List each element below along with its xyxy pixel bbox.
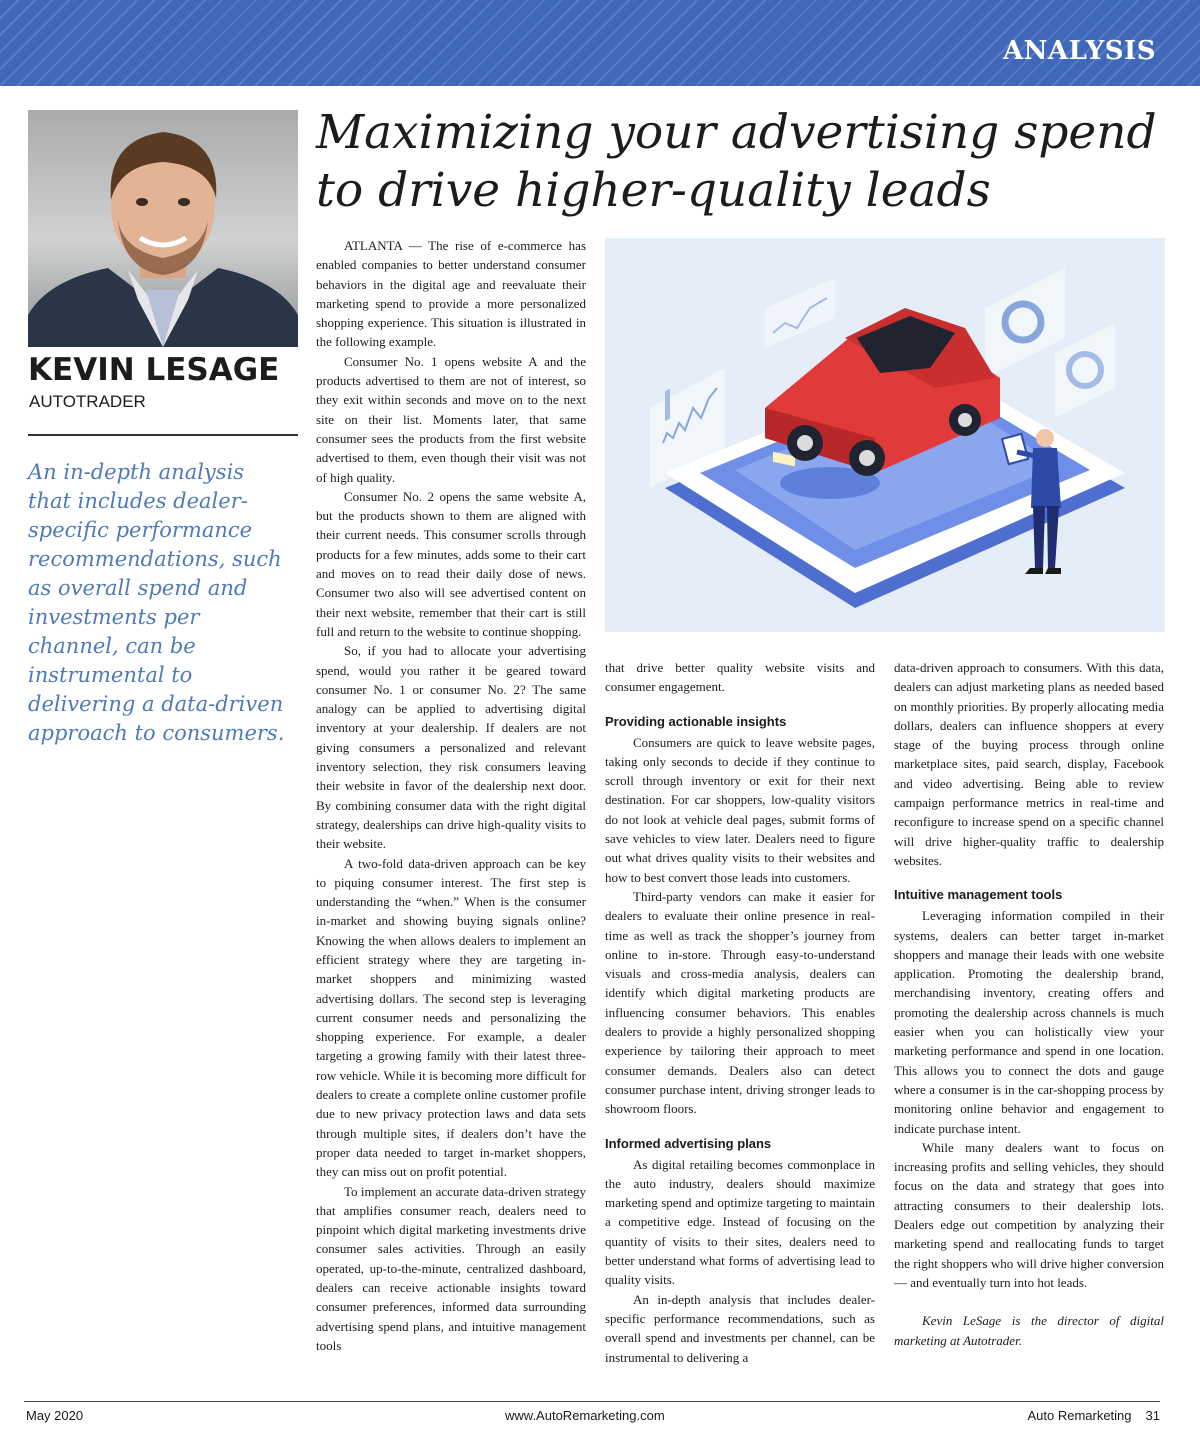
publication-name: Auto Remarketing <box>1027 1408 1132 1423</box>
paragraph: A two-fold data-driven approach can be key to piquing consumer interest. The first step is understanding the “when.” When is the consumer in-market and showing buying signals online? Knowing the when allows dealers to implement an efficient strategy where they are targeting in-market shoppers and minimizing wasted advertising dollars. The second step is leveraging current consumer needs and personalizing the shopping experience. For example, a dealer targeting a growing family with their latest three-row vehicle. While it is becoming more difficult for dealers to create a complete online customer profile due to new privacy protection laws and data sets through multiple sites, if dealers don’t have the proper data needed to target in-market shoppers, they can miss out on profit potential. <box>316 855 586 1180</box>
author-photo-icon <box>28 110 298 347</box>
paragraph: So, if you had to allocate your advertising spend, would you rather it be geared toward consumer No. 1 or consumer No. 2? The same analogy can be applied to advertising digital inventory at your dealership. If dealers are not giving consumers a personalized and relevant inventory selection, they risk consumers leaving their website in favor of the dealership next door. By combining consumer data with the right digital strategy, dealerships can drive high-quality visits to their website. <box>316 643 586 852</box>
paragraph: Consumer No. 2 opens the same website A, but the products shown to them are aligned with their current needs. This consumer scrolls through products for a few minutes, adds some to their cart and moves on to read their daily dose of news. Consumer two also will see advertised content on their next website, remember that their cart is still full and return to the website to continue shopping. <box>316 488 586 639</box>
paragraph: To implement an accurate data-driven strategy that amplifies consumer reach, dealers need to pinpoint which digital marketing investments drive consumer sales activities. Through an easily operated, up-to-the-minute, centralized dashboard, dealers can receive actionable insights toward consumer preferences, informed data surrounding advertising spend plans, and intuitive management tools <box>316 1183 586 1353</box>
section-banner <box>0 0 1200 86</box>
footer-date: May 2020 <box>26 1408 84 1423</box>
paragraph: While many dealers want to focus on increasing profits and selling vehicles, they should focus on the data and strategy that goes into attracting consumers to their dealership lots. Dealers edge out competition by analyzing their marketing spend and reallocating funds to target the right shoppers who will drive higher conversion — and eventually turn into hot leads. <box>894 1139 1164 1290</box>
subheading-tools: Intuitive management tools <box>894 887 1063 903</box>
car-on-smartphone-icon <box>605 238 1165 632</box>
paragraph: An in-depth analysis that includes dealer-specific performance recommendations, such as overall spend and investments per channel, can be instrumental to delivering a <box>605 1291 875 1365</box>
footer-divider <box>24 1401 1160 1402</box>
paragraph: Consumers are quick to leave website pages, taking only seconds to decide if they continue to scroll through inventory or exit for their next destination. For car shoppers, low-quality visitors do not look at vehicle deal pages, submit forms of save vehicles to view later. Dealers need to figure out what drives quality visits to their websites and how to best convert those leads into customers. <box>605 734 875 885</box>
author-divider <box>28 434 298 436</box>
paragraph: Third-party vendors can make it easier for dealers to evaluate their online presence in real-time as well as track the shopper’s journey from online to in-store. Through easy-to-understand visuals and cross-media analysis, dealers can identify which digital marketing products are influencing consumer behaviors. This enables dealers to provide a highly personalized shopping experience by tailoring their approach to meet consumer demands. Dealers also can detect consumer purchase intent, driving stronger leads to showroom floors. <box>605 888 875 1117</box>
author-name: KEVIN LESAGE <box>28 352 280 388</box>
pull-quote: An in-depth analysis that includes dealer-specific performance recommendations, such as overall spend and investments per channel, can be instrumental to delivering a data-driven approach to consumers. <box>28 460 285 745</box>
paragraph: As digital retailing becomes commonplace in the auto industry, dealers should maximize marketing spend and optimize targeting to maintain a competitive edge. Instead of focusing on the quantity of visits to their sites, dealers need to better understand what forms of advertising lead to quality visits. <box>605 1156 875 1288</box>
footer-website: www.AutoRemarketing.com <box>505 1408 665 1423</box>
footer-publication <box>1027 1408 1160 1423</box>
car-on-smartphone-illustration <box>605 238 1165 632</box>
article-column-1 <box>316 236 586 1355</box>
paragraph: ATLANTA — The rise of e-commerce has enabled companies to better understand consumer behaviors in the digital age and reevaluate their marketing spend to provide a more personalized shopping experience. This situation is illustrated in the following example. <box>316 238 586 350</box>
section-label: ANALYSIS <box>1002 36 1156 66</box>
paragraph: Leveraging information compiled in their systems, dealers can better target in-market shoppers and manage their leads with one website application. Promoting the dealership brand, merchandising inventory, creating offers and promoting the dealership across channels is much easier when you can holistically view your marketing performance and spend in one location. This allows you to connect the dots and gauge where a consumer is in the car-shopping process by monitoring online behavior and engagement to indicate purchase intent. <box>894 908 1164 1136</box>
article-column-3 <box>894 658 1164 1350</box>
subheading-insights: Providing actionable insights <box>605 713 787 729</box>
subheading-plans: Informed advertising plans <box>605 1135 772 1151</box>
paragraph: Consumer No. 1 opens website A and the products advertised to them are not of interest, so they exit within seconds and move on to the next site on their list. Moments later, that same consumer sees the products from the first website advertised to them, even though their visit was not of high quality. <box>316 353 586 485</box>
author-photo <box>28 110 298 347</box>
article-headline: Maximizing your advertising spend to drive higher-quality leads <box>316 105 1157 218</box>
page-number: 31 <box>1145 1408 1160 1423</box>
author-signoff: Kevin LeSage is the director of digital marketing at Autotrader. <box>894 1313 1164 1348</box>
paragraph: data-driven approach to consumers. With this data, dealers can adjust marketing plans as needed based on monthly priorities. By properly allocating media dollars, dealers can influence shoppers at every stage of the buying process through online marketplace sites, paid search, display, Facebook and video advertising. Being able to review campaign performance metrics in real-time and reconfigure to increase spend on a specific channel will drive higher-quality traffic to dealership websites. <box>894 660 1164 868</box>
author-organization: AUTOTRADER <box>29 392 146 411</box>
article-column-2 <box>605 658 875 1367</box>
paragraph: that drive better quality website visits and consumer engagement. <box>605 660 875 695</box>
